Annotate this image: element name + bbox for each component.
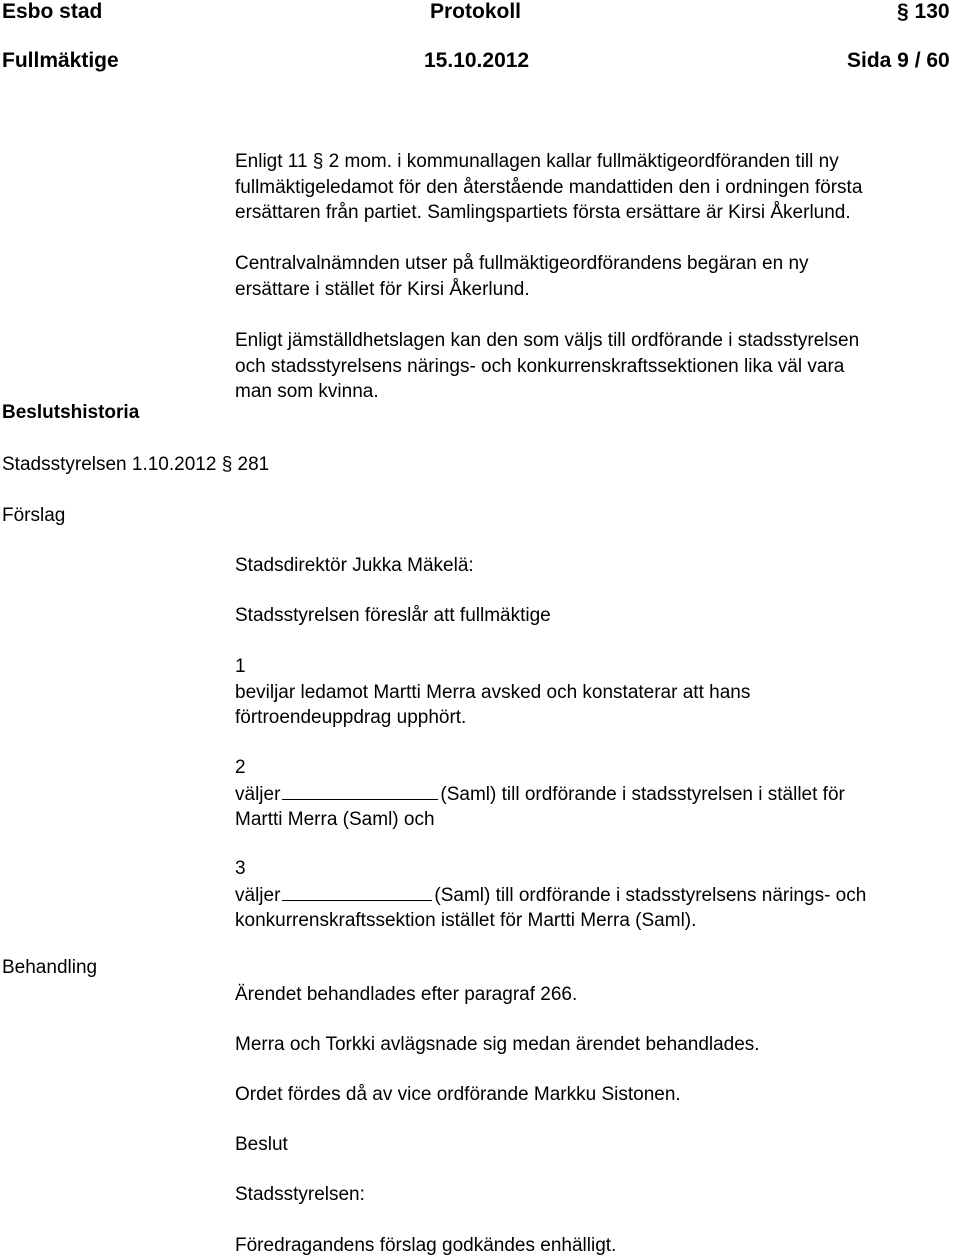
section-number: § 130	[897, 0, 950, 23]
council-body: Fullmäktige	[2, 49, 119, 72]
treatment-note-1: Ärendet behandlades efter paragraf 266.	[235, 984, 578, 1005]
proposal-speaker: Stadsdirektör Jukka Mäkelä:	[235, 555, 474, 576]
decision-text: Föredragandens förslag godkändes enhälligt.	[235, 1235, 617, 1256]
intro-paragraph-3: Enligt jämställdhetslagen kan den som väljs till ordförande i stadsstyrelsen och stadsstyrelsens närings- och konkurrenskraftssektionen lika väl vara man som kvinna.	[235, 330, 860, 402]
decision-history-heading: Beslutshistoria	[2, 402, 140, 423]
proposal-lead: Stadsstyrelsen föreslår att fullmäktige	[235, 605, 551, 626]
decision-heading: Beslut	[235, 1134, 288, 1155]
proposal-item-3: 3 väljer (Saml) till ordförande i stadsstyrelsens närings- och konkurrenskraftssektion istället för Martti Merra (Saml).	[235, 858, 867, 931]
intro-paragraph-2: Centralvalnämnden utser på fullmäktigeordförandens begäran en ny ersättare i stället för Kirsi Åkerlund.	[235, 253, 809, 300]
document-type: Protokoll	[430, 0, 522, 23]
meeting-date: 15.10.2012	[424, 49, 530, 72]
city-board-reference: Stadsstyrelsen 1.10.2012 § 281	[2, 454, 270, 475]
proposal-heading: Förslag	[2, 505, 66, 526]
section-chair-name-blank	[282, 882, 432, 901]
decision-body-label: Stadsstyrelsen:	[235, 1184, 365, 1205]
treatment-note-3: Ordet fördes då av vice ordförande Markku Sistonen.	[235, 1084, 681, 1105]
municipality-name: Esbo stad	[2, 0, 103, 23]
page-number: Sida 9 / 60	[847, 49, 950, 72]
proposal-item-1: 1 beviljar ledamot Martti Merra avsked och konstaterar att hans förtroendeuppdrag upphört.	[235, 656, 751, 728]
treatment-heading: Behandling	[2, 957, 98, 978]
intro-paragraph-1: Enligt 11 § 2 mom. i kommunallagen kallar fullmäktigeordföranden till ny fullmäktigeledamot för den återstående mandattiden den i ordningen första ersättaren från partiet. Samlingspartiets första ersättare är Kirsi Åkerlund.	[235, 151, 863, 223]
proposal-item-2: 2 väljer (Saml) till ordförande i stadsstyrelsen i stället för Martti Merra (Saml) och	[235, 757, 845, 830]
chair-name-blank	[282, 781, 438, 800]
treatment-note-2: Merra och Torkki avlägsnade sig medan ärendet behandlades.	[235, 1034, 760, 1055]
